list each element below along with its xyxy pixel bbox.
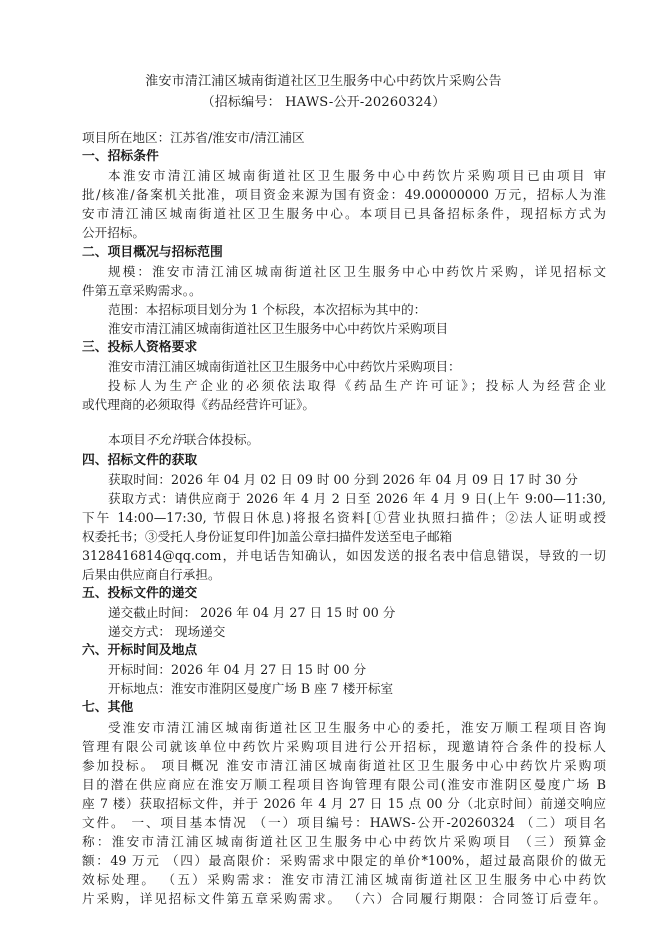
s6-line-1: 开标时间：2026 年 04 月 27 日 15 时 00 分 — [108, 662, 367, 677]
s2-line-3: 范围：本招标项目划分为 1 个标段，本次招标为其中的： — [108, 302, 427, 317]
s2-line-4: 淮安市清江浦区城南街道社区卫生服务中心中药饮片采购项目 — [108, 321, 449, 336]
s4-line-4: 权委托书；③受托人身份证复印件]加盖公章扫描件发送至电子邮箱 — [82, 529, 453, 544]
section-heading-7: 七、其他 — [82, 700, 134, 715]
page-title: 淮安市清江浦区城南街道社区卫生服务中心中药饮片采购公告 — [145, 74, 502, 89]
s4-line-3: 下午 14:00—17:30, 节假日休息)将报名资料[①营业执照扫描件；②法人证明或授 — [82, 510, 606, 525]
s4-line-2: 获取方式：请供应商于 2026 年 4 月 2 日至 2026 年 4 月 9 日(上午 9:00—11:30, — [108, 491, 606, 506]
s3-line-4-post: 联合体投标。 — [183, 432, 260, 447]
s5-line-1: 递交截止时间： 2026 年 04 月 27 日 15 时 00 分 — [108, 605, 396, 620]
s7-line-1: 受淮安市清江浦区城南街道社区卫生服务中心的委托，淮安万顺工程项目咨询 — [108, 720, 606, 735]
s6-line-2: 开标地点：淮安市淮阴区曼度广场 B 座 7 楼开标室 — [108, 681, 394, 696]
s4-line-1: 获取时间：2026 年 04 月 02 日 09 时 00 分到 2026 年 04 月 09 日 17 时 30 分 — [108, 472, 578, 487]
s7-line-5: 座 7 楼）获取招标文件，并于 2026 年 4 月 27 日 15 点 00 分（北京时间）前递交响应 — [82, 796, 606, 811]
s7-line-4: 目的潜在供应商应在淮安万顺工程项目咨询管理有限公司(淮安市淮阴区曼度广场 B — [82, 777, 606, 792]
s3-line-4 — [108, 432, 606, 448]
s7-line-10: 片采购，详见招标文件第五章采购需求。 （六）合同履行期限：合同签订后壹年。 — [82, 891, 606, 906]
s3-line-1: 淮安市清江浦区城南街道社区卫生服务中心中药饮片采购项目： — [108, 359, 461, 374]
s1-line-2: 批/核准/备案机关批准，项目资金来源为国有资金：49.00000000 万元，招标人为淮 — [82, 187, 606, 202]
section-heading-3: 三、投标人资格要求 — [82, 340, 198, 355]
s1-line-3: 安市清江浦区城南街道社区卫生服务中心。本项目已具备招标条件，现招标方式为 — [82, 206, 606, 221]
section-heading-4: 四、招标文件的获取 — [82, 453, 198, 468]
section-heading-2: 二、项目概况与招标范围 — [82, 245, 223, 260]
s4-line-6: 后果由供应商自行承担。 — [82, 567, 221, 582]
project-location: 项目所在地区：江苏省/淮安市/清江浦区 — [82, 130, 305, 145]
s5-line-2: 递交方式： 现场递交 — [108, 624, 226, 639]
s7-line-8: 额：49 万元 （四）最高限价：采购需求中限定的单价*100%，超过最高限价的做无 — [82, 853, 606, 868]
s7-line-6: 文件。 一、项目基本情况 （一）项目编号：HAWS-公开-20260324 （二）项目名 — [82, 815, 606, 830]
section-heading-6: 六、开标时间及地点 — [82, 643, 198, 658]
s7-line-7: 称：淮安市清江浦区城南街道社区卫生服务中心中药饮片采购项目 （三）预算金 — [82, 834, 606, 849]
s7-line-9: 效标处理。 （五）采购需求：淮安市清江浦区城南街道社区卫生服务中心中药饮 — [82, 872, 606, 887]
s7-line-3: 参加投标。 项目概况 淮安市清江浦区城南街道社区卫生服务中心中药饮片采购项 — [82, 758, 606, 773]
section-heading-1: 一、招标条件 — [82, 149, 159, 164]
s3-line-2: 投标人为生产企业的必须依法取得《药品生产许可证》；投标人为经营企业 — [108, 378, 606, 393]
tender-number: （招标编号： HAWS-公开-20260324） — [201, 95, 446, 110]
s3-line-4-pre: 本项目 — [108, 432, 146, 447]
s4-line-5: 3128416814@qq.com，并电话告知确认，如因发送的报名表中信息错误，导致的一切 — [82, 548, 606, 563]
s1-line-4: 公开招标。 — [82, 225, 145, 240]
s2-line-1: 规模：淮安市清江浦区城南街道社区卫生服务中心中药饮片采购，详见招标文 — [108, 264, 606, 279]
section-heading-5: 五、投标文件的递交 — [82, 586, 198, 601]
s1-line-1: 本淮安市清江浦区城南街道社区卫生服务中心中药饮片采购项目已由项目 审 — [108, 168, 606, 183]
s3-line-4-emphasis: 不允许 — [145, 432, 184, 447]
s7-line-2: 管理有限公司就该单位中药饮片采购项目进行公开招标，现邀请符合条件的投标人 — [82, 739, 606, 754]
s3-line-3: 或代理商的必须取得《药品经营许可证》。 — [82, 397, 315, 412]
s2-line-2: 件第五章采购需求。。 — [82, 283, 202, 298]
